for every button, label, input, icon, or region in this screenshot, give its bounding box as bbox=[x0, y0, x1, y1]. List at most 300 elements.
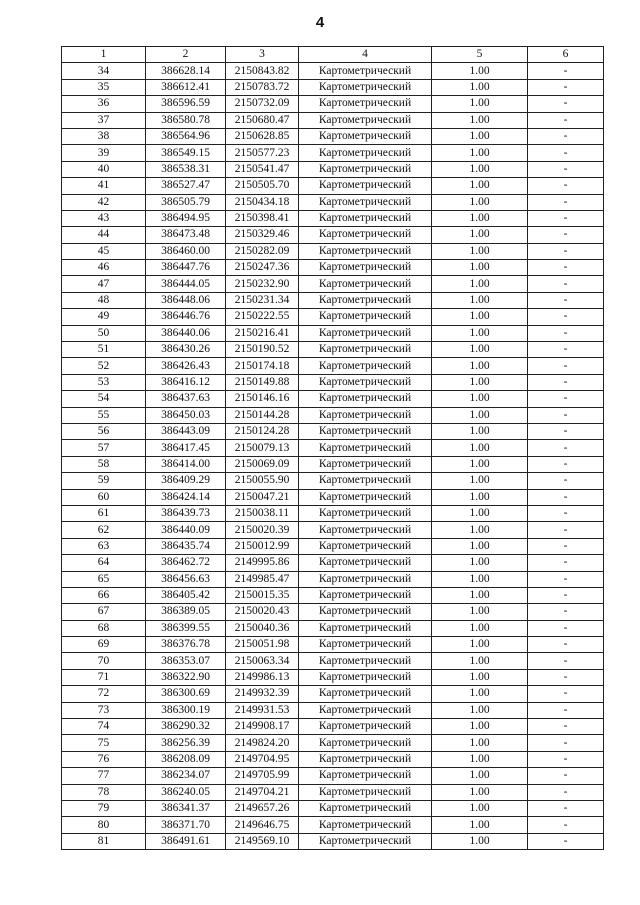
note-cell: - bbox=[528, 161, 604, 177]
page-number: 4 bbox=[315, 14, 325, 31]
column-header-3: 3 bbox=[226, 47, 299, 63]
point-number-cell: 42 bbox=[62, 194, 146, 210]
table-row bbox=[62, 79, 604, 95]
header-row bbox=[62, 47, 604, 63]
point-number-cell: 70 bbox=[62, 653, 146, 669]
point-number-cell: 37 bbox=[62, 112, 146, 128]
accuracy-cell: 1.00 bbox=[432, 79, 528, 95]
point-number-cell: 34 bbox=[62, 63, 146, 79]
table-row bbox=[62, 653, 604, 669]
point-number-cell: 40 bbox=[62, 161, 146, 177]
note-cell: - bbox=[528, 79, 604, 95]
method-cell: Картометрический bbox=[299, 768, 432, 784]
y-coordinate-cell: 2150020.39 bbox=[226, 522, 299, 538]
note-cell: - bbox=[528, 407, 604, 423]
y-coordinate-cell: 2149931.53 bbox=[226, 702, 299, 718]
table-row bbox=[62, 604, 604, 620]
y-coordinate-cell: 2150628.85 bbox=[226, 128, 299, 144]
table-row bbox=[62, 669, 604, 685]
note-cell: - bbox=[528, 800, 604, 816]
note-cell: - bbox=[528, 620, 604, 636]
accuracy-cell: 1.00 bbox=[432, 145, 528, 161]
accuracy-cell: 1.00 bbox=[432, 719, 528, 735]
point-number-cell: 65 bbox=[62, 571, 146, 587]
method-cell: Картометрический bbox=[299, 292, 432, 308]
table-row bbox=[62, 686, 604, 702]
accuracy-cell: 1.00 bbox=[432, 407, 528, 423]
y-coordinate-cell: 2150843.82 bbox=[226, 63, 299, 79]
x-coordinate-cell: 386240.05 bbox=[146, 784, 226, 800]
y-coordinate-cell: 2150577.23 bbox=[226, 145, 299, 161]
x-coordinate-cell: 386256.39 bbox=[146, 735, 226, 751]
column-header-4: 4 bbox=[299, 47, 432, 63]
accuracy-cell: 1.00 bbox=[432, 735, 528, 751]
note-cell: - bbox=[528, 473, 604, 489]
x-coordinate-cell: 386341.37 bbox=[146, 800, 226, 816]
point-number-cell: 72 bbox=[62, 686, 146, 702]
y-coordinate-cell: 2150063.34 bbox=[226, 653, 299, 669]
y-coordinate-cell: 2150012.99 bbox=[226, 538, 299, 554]
y-coordinate-cell: 2149932.39 bbox=[226, 686, 299, 702]
accuracy-cell: 1.00 bbox=[432, 112, 528, 128]
point-number-cell: 41 bbox=[62, 178, 146, 194]
x-coordinate-cell: 386435.74 bbox=[146, 538, 226, 554]
column-header-1: 1 bbox=[62, 47, 146, 63]
note-cell: - bbox=[528, 686, 604, 702]
point-number-cell: 50 bbox=[62, 325, 146, 341]
point-number-cell: 55 bbox=[62, 407, 146, 423]
note-cell: - bbox=[528, 587, 604, 603]
y-coordinate-cell: 2150216.41 bbox=[226, 325, 299, 341]
point-number-cell: 56 bbox=[62, 423, 146, 439]
point-number-cell: 49 bbox=[62, 309, 146, 325]
point-number-cell: 52 bbox=[62, 358, 146, 374]
y-coordinate-cell: 2150174.18 bbox=[226, 358, 299, 374]
x-coordinate-cell: 386564.96 bbox=[146, 128, 226, 144]
method-cell: Картометрический bbox=[299, 637, 432, 653]
accuracy-cell: 1.00 bbox=[432, 260, 528, 276]
accuracy-cell: 1.00 bbox=[432, 669, 528, 685]
coordinates-table bbox=[61, 46, 604, 850]
y-coordinate-cell: 2150783.72 bbox=[226, 79, 299, 95]
method-cell: Картометрический bbox=[299, 391, 432, 407]
accuracy-cell: 1.00 bbox=[432, 276, 528, 292]
point-number-cell: 46 bbox=[62, 260, 146, 276]
table-header bbox=[62, 47, 604, 63]
note-cell: - bbox=[528, 391, 604, 407]
table-row bbox=[62, 784, 604, 800]
column-header-5: 5 bbox=[432, 47, 528, 63]
note-cell: - bbox=[528, 178, 604, 194]
accuracy-cell: 1.00 bbox=[432, 210, 528, 226]
accuracy-cell: 1.00 bbox=[432, 833, 528, 849]
table-row bbox=[62, 505, 604, 521]
accuracy-cell: 1.00 bbox=[432, 571, 528, 587]
point-number-cell: 79 bbox=[62, 800, 146, 816]
method-cell: Картометрический bbox=[299, 423, 432, 439]
method-cell: Картометрический bbox=[299, 309, 432, 325]
accuracy-cell: 1.00 bbox=[432, 325, 528, 341]
y-coordinate-cell: 2149657.26 bbox=[226, 800, 299, 816]
table-row bbox=[62, 112, 604, 128]
table-row bbox=[62, 440, 604, 456]
point-number-cell: 77 bbox=[62, 768, 146, 784]
note-cell: - bbox=[528, 128, 604, 144]
note-cell: - bbox=[528, 210, 604, 226]
note-cell: - bbox=[528, 489, 604, 505]
accuracy-cell: 1.00 bbox=[432, 489, 528, 505]
accuracy-cell: 1.00 bbox=[432, 505, 528, 521]
method-cell: Картометрический bbox=[299, 128, 432, 144]
accuracy-cell: 1.00 bbox=[432, 620, 528, 636]
accuracy-cell: 1.00 bbox=[432, 555, 528, 571]
point-number-cell: 61 bbox=[62, 505, 146, 521]
table-row bbox=[62, 96, 604, 112]
x-coordinate-cell: 386300.69 bbox=[146, 686, 226, 702]
point-number-cell: 69 bbox=[62, 637, 146, 653]
note-cell: - bbox=[528, 653, 604, 669]
method-cell: Картометрический bbox=[299, 440, 432, 456]
table-row bbox=[62, 538, 604, 554]
method-cell: Картометрический bbox=[299, 522, 432, 538]
accuracy-cell: 1.00 bbox=[432, 161, 528, 177]
y-coordinate-cell: 2149704.21 bbox=[226, 784, 299, 800]
method-cell: Картометрический bbox=[299, 735, 432, 751]
point-number-cell: 74 bbox=[62, 719, 146, 735]
y-coordinate-cell: 2150038.11 bbox=[226, 505, 299, 521]
y-coordinate-cell: 2149985.47 bbox=[226, 571, 299, 587]
table-row bbox=[62, 473, 604, 489]
point-number-cell: 43 bbox=[62, 210, 146, 226]
method-cell: Картометрический bbox=[299, 555, 432, 571]
accuracy-cell: 1.00 bbox=[432, 243, 528, 259]
x-coordinate-cell: 386353.07 bbox=[146, 653, 226, 669]
x-coordinate-cell: 386426.43 bbox=[146, 358, 226, 374]
point-number-cell: 45 bbox=[62, 243, 146, 259]
y-coordinate-cell: 2150232.90 bbox=[226, 276, 299, 292]
accuracy-cell: 1.00 bbox=[432, 423, 528, 439]
point-number-cell: 39 bbox=[62, 145, 146, 161]
x-coordinate-cell: 386505.79 bbox=[146, 194, 226, 210]
accuracy-cell: 1.00 bbox=[432, 604, 528, 620]
table-row bbox=[62, 128, 604, 144]
accuracy-cell: 1.00 bbox=[432, 391, 528, 407]
y-coordinate-cell: 2150680.47 bbox=[226, 112, 299, 128]
accuracy-cell: 1.00 bbox=[432, 800, 528, 816]
table-row bbox=[62, 702, 604, 718]
table-row bbox=[62, 456, 604, 472]
y-coordinate-cell: 2150398.41 bbox=[226, 210, 299, 226]
note-cell: - bbox=[528, 833, 604, 849]
note-cell: - bbox=[528, 260, 604, 276]
point-number-cell: 54 bbox=[62, 391, 146, 407]
x-coordinate-cell: 386290.32 bbox=[146, 719, 226, 735]
y-coordinate-cell: 2149704.95 bbox=[226, 751, 299, 767]
y-coordinate-cell: 2150149.88 bbox=[226, 374, 299, 390]
y-coordinate-cell: 2150732.09 bbox=[226, 96, 299, 112]
point-number-cell: 81 bbox=[62, 833, 146, 849]
table-row bbox=[62, 227, 604, 243]
x-coordinate-cell: 386409.29 bbox=[146, 473, 226, 489]
accuracy-cell: 1.00 bbox=[432, 784, 528, 800]
x-coordinate-cell: 386440.06 bbox=[146, 325, 226, 341]
table-row bbox=[62, 522, 604, 538]
point-number-cell: 47 bbox=[62, 276, 146, 292]
table-row bbox=[62, 587, 604, 603]
point-number-cell: 68 bbox=[62, 620, 146, 636]
x-coordinate-cell: 386439.73 bbox=[146, 505, 226, 521]
point-number-cell: 80 bbox=[62, 817, 146, 833]
y-coordinate-cell: 2150434.18 bbox=[226, 194, 299, 210]
note-cell: - bbox=[528, 194, 604, 210]
table-row bbox=[62, 719, 604, 735]
table-row bbox=[62, 751, 604, 767]
x-coordinate-cell: 386430.26 bbox=[146, 342, 226, 358]
y-coordinate-cell: 2149569.10 bbox=[226, 833, 299, 849]
accuracy-cell: 1.00 bbox=[432, 194, 528, 210]
note-cell: - bbox=[528, 440, 604, 456]
table-row bbox=[62, 145, 604, 161]
x-coordinate-cell: 386424.14 bbox=[146, 489, 226, 505]
method-cell: Картометрический bbox=[299, 79, 432, 95]
x-coordinate-cell: 386462.72 bbox=[146, 555, 226, 571]
point-number-cell: 76 bbox=[62, 751, 146, 767]
table-row bbox=[62, 210, 604, 226]
method-cell: Картометрический bbox=[299, 243, 432, 259]
x-coordinate-cell: 386322.90 bbox=[146, 669, 226, 685]
note-cell: - bbox=[528, 735, 604, 751]
note-cell: - bbox=[528, 96, 604, 112]
x-coordinate-cell: 386612.41 bbox=[146, 79, 226, 95]
accuracy-cell: 1.00 bbox=[432, 653, 528, 669]
accuracy-cell: 1.00 bbox=[432, 128, 528, 144]
table-row bbox=[62, 276, 604, 292]
note-cell: - bbox=[528, 63, 604, 79]
x-coordinate-cell: 386443.09 bbox=[146, 423, 226, 439]
note-cell: - bbox=[528, 227, 604, 243]
method-cell: Картометрический bbox=[299, 178, 432, 194]
table-row bbox=[62, 637, 604, 653]
table-row bbox=[62, 833, 604, 849]
note-cell: - bbox=[528, 505, 604, 521]
point-number-cell: 48 bbox=[62, 292, 146, 308]
table-row bbox=[62, 555, 604, 571]
x-coordinate-cell: 386389.05 bbox=[146, 604, 226, 620]
accuracy-cell: 1.00 bbox=[432, 686, 528, 702]
y-coordinate-cell: 2150079.13 bbox=[226, 440, 299, 456]
table-row bbox=[62, 571, 604, 587]
x-coordinate-cell: 386371.70 bbox=[146, 817, 226, 833]
note-cell: - bbox=[528, 342, 604, 358]
note-cell: - bbox=[528, 243, 604, 259]
method-cell: Картометрический bbox=[299, 227, 432, 243]
x-coordinate-cell: 386405.42 bbox=[146, 587, 226, 603]
point-number-cell: 57 bbox=[62, 440, 146, 456]
x-coordinate-cell: 386596.59 bbox=[146, 96, 226, 112]
note-cell: - bbox=[528, 669, 604, 685]
table-row bbox=[62, 63, 604, 79]
point-number-cell: 62 bbox=[62, 522, 146, 538]
x-coordinate-cell: 386527.47 bbox=[146, 178, 226, 194]
point-number-cell: 78 bbox=[62, 784, 146, 800]
x-coordinate-cell: 386416.12 bbox=[146, 374, 226, 390]
table-row bbox=[62, 161, 604, 177]
note-cell: - bbox=[528, 325, 604, 341]
accuracy-cell: 1.00 bbox=[432, 538, 528, 554]
accuracy-cell: 1.00 bbox=[432, 473, 528, 489]
table-row bbox=[62, 325, 604, 341]
method-cell: Картометрический bbox=[299, 489, 432, 505]
x-coordinate-cell: 386376.78 bbox=[146, 637, 226, 653]
method-cell: Картометрический bbox=[299, 456, 432, 472]
method-cell: Картометрический bbox=[299, 342, 432, 358]
y-coordinate-cell: 2150144.28 bbox=[226, 407, 299, 423]
y-coordinate-cell: 2150247.36 bbox=[226, 260, 299, 276]
x-coordinate-cell: 386414.00 bbox=[146, 456, 226, 472]
point-number-cell: 51 bbox=[62, 342, 146, 358]
y-coordinate-cell: 2149908.17 bbox=[226, 719, 299, 735]
accuracy-cell: 1.00 bbox=[432, 292, 528, 308]
x-coordinate-cell: 386444.05 bbox=[146, 276, 226, 292]
accuracy-cell: 1.00 bbox=[432, 358, 528, 374]
method-cell: Картометрический bbox=[299, 686, 432, 702]
x-coordinate-cell: 386450.03 bbox=[146, 407, 226, 423]
method-cell: Картометрический bbox=[299, 260, 432, 276]
note-cell: - bbox=[528, 571, 604, 587]
note-cell: - bbox=[528, 538, 604, 554]
note-cell: - bbox=[528, 702, 604, 718]
method-cell: Картометрический bbox=[299, 702, 432, 718]
point-number-cell: 66 bbox=[62, 587, 146, 603]
accuracy-cell: 1.00 bbox=[432, 768, 528, 784]
table-row bbox=[62, 374, 604, 390]
note-cell: - bbox=[528, 555, 604, 571]
x-coordinate-cell: 386300.19 bbox=[146, 702, 226, 718]
y-coordinate-cell: 2150051.98 bbox=[226, 637, 299, 653]
table-row bbox=[62, 620, 604, 636]
x-coordinate-cell: 386447.76 bbox=[146, 260, 226, 276]
table-row bbox=[62, 735, 604, 751]
method-cell: Картометрический bbox=[299, 112, 432, 128]
note-cell: - bbox=[528, 719, 604, 735]
point-number-cell: 35 bbox=[62, 79, 146, 95]
accuracy-cell: 1.00 bbox=[432, 63, 528, 79]
note-cell: - bbox=[528, 784, 604, 800]
method-cell: Картометрический bbox=[299, 505, 432, 521]
y-coordinate-cell: 2150190.52 bbox=[226, 342, 299, 358]
x-coordinate-cell: 386549.15 bbox=[146, 145, 226, 161]
method-cell: Картометрический bbox=[299, 800, 432, 816]
table-row bbox=[62, 342, 604, 358]
x-coordinate-cell: 386234.07 bbox=[146, 768, 226, 784]
accuracy-cell: 1.00 bbox=[432, 456, 528, 472]
method-cell: Картометрический bbox=[299, 587, 432, 603]
table-row bbox=[62, 407, 604, 423]
point-number-cell: 58 bbox=[62, 456, 146, 472]
point-number-cell: 71 bbox=[62, 669, 146, 685]
note-cell: - bbox=[528, 637, 604, 653]
note-cell: - bbox=[528, 604, 604, 620]
point-number-cell: 44 bbox=[62, 227, 146, 243]
method-cell: Картометрический bbox=[299, 604, 432, 620]
y-coordinate-cell: 2150222.55 bbox=[226, 309, 299, 325]
point-number-cell: 59 bbox=[62, 473, 146, 489]
table-row bbox=[62, 358, 604, 374]
note-cell: - bbox=[528, 292, 604, 308]
method-cell: Картометрический bbox=[299, 407, 432, 423]
accuracy-cell: 1.00 bbox=[432, 440, 528, 456]
table-row bbox=[62, 260, 604, 276]
table-row bbox=[62, 243, 604, 259]
y-coordinate-cell: 2150329.46 bbox=[226, 227, 299, 243]
method-cell: Картометрический bbox=[299, 325, 432, 341]
method-cell: Картометрический bbox=[299, 817, 432, 833]
method-cell: Картометрический bbox=[299, 751, 432, 767]
method-cell: Картометрический bbox=[299, 161, 432, 177]
x-coordinate-cell: 386417.45 bbox=[146, 440, 226, 456]
accuracy-cell: 1.00 bbox=[432, 96, 528, 112]
y-coordinate-cell: 2149824.20 bbox=[226, 735, 299, 751]
x-coordinate-cell: 386628.14 bbox=[146, 63, 226, 79]
accuracy-cell: 1.00 bbox=[432, 309, 528, 325]
note-cell: - bbox=[528, 276, 604, 292]
y-coordinate-cell: 2149986.13 bbox=[226, 669, 299, 685]
point-number-cell: 73 bbox=[62, 702, 146, 718]
method-cell: Картометрический bbox=[299, 374, 432, 390]
method-cell: Картометрический bbox=[299, 194, 432, 210]
x-coordinate-cell: 386473.48 bbox=[146, 227, 226, 243]
y-coordinate-cell: 2150541.47 bbox=[226, 161, 299, 177]
accuracy-cell: 1.00 bbox=[432, 751, 528, 767]
y-coordinate-cell: 2150282.09 bbox=[226, 243, 299, 259]
point-number-cell: 38 bbox=[62, 128, 146, 144]
y-coordinate-cell: 2150069.09 bbox=[226, 456, 299, 472]
accuracy-cell: 1.00 bbox=[432, 178, 528, 194]
y-coordinate-cell: 2150040.36 bbox=[226, 620, 299, 636]
note-cell: - bbox=[528, 309, 604, 325]
x-coordinate-cell: 386580.78 bbox=[146, 112, 226, 128]
column-header-2: 2 bbox=[146, 47, 226, 63]
y-coordinate-cell: 2150231.34 bbox=[226, 292, 299, 308]
method-cell: Картометрический bbox=[299, 145, 432, 161]
accuracy-cell: 1.00 bbox=[432, 522, 528, 538]
x-coordinate-cell: 386399.55 bbox=[146, 620, 226, 636]
accuracy-cell: 1.00 bbox=[432, 817, 528, 833]
method-cell: Картометрический bbox=[299, 96, 432, 112]
y-coordinate-cell: 2150124.28 bbox=[226, 423, 299, 439]
x-coordinate-cell: 386446.76 bbox=[146, 309, 226, 325]
table-row bbox=[62, 800, 604, 816]
note-cell: - bbox=[528, 374, 604, 390]
point-number-cell: 67 bbox=[62, 604, 146, 620]
x-coordinate-cell: 386456.63 bbox=[146, 571, 226, 587]
x-coordinate-cell: 386538.31 bbox=[146, 161, 226, 177]
note-cell: - bbox=[528, 817, 604, 833]
y-coordinate-cell: 2149995.86 bbox=[226, 555, 299, 571]
column-header-6: 6 bbox=[528, 47, 604, 63]
method-cell: Картометрический bbox=[299, 669, 432, 685]
method-cell: Картометрический bbox=[299, 63, 432, 79]
accuracy-cell: 1.00 bbox=[432, 702, 528, 718]
method-cell: Картометрический bbox=[299, 571, 432, 587]
note-cell: - bbox=[528, 456, 604, 472]
method-cell: Картометрический bbox=[299, 784, 432, 800]
accuracy-cell: 1.00 bbox=[432, 637, 528, 653]
y-coordinate-cell: 2149705.99 bbox=[226, 768, 299, 784]
table-row bbox=[62, 309, 604, 325]
x-coordinate-cell: 386208.09 bbox=[146, 751, 226, 767]
note-cell: - bbox=[528, 112, 604, 128]
